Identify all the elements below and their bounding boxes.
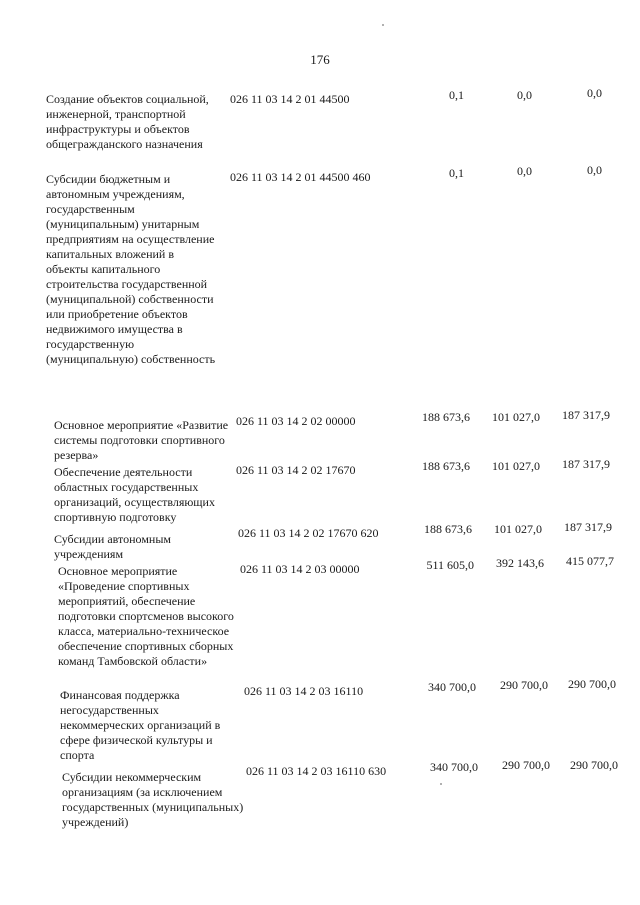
row-name: Финансовая поддержка негосударственных некоммерческих организаций в сфере физической культуры и спорта	[60, 688, 221, 762]
row-value-1: 340 700,0	[430, 760, 478, 774]
row-name: Основное мероприятие «Развитие системы подготовки спортивного резерва»	[54, 418, 229, 462]
row-name: Субсидии автономным учреждениям	[54, 532, 171, 561]
row-value-1: 188 673,6	[422, 410, 470, 424]
page-number: 176	[310, 52, 330, 67]
row-value-3: 187 317,9	[562, 457, 610, 471]
row-value-2: 0,0	[517, 88, 532, 102]
row-value-2: 101 027,0	[492, 410, 540, 424]
row-code: 026 11 03 14 2 03 16110 630	[246, 764, 387, 778]
row-value-2: 101 027,0	[492, 459, 540, 473]
row-value-3: 187 317,9	[564, 520, 612, 534]
row-value-3: 0,0	[587, 163, 602, 177]
row-value-3: 290 700,0	[568, 677, 616, 691]
row-value-2: 0,0	[517, 164, 532, 178]
row-name: Обеспечение деятельности областных государственных организаций, осуществляющих спортивную подготовку	[54, 465, 215, 524]
row-value-2: 290 700,0	[500, 678, 548, 692]
row-code: 026 11 03 14 2 02 00000	[236, 414, 356, 428]
row-value-3: 290 700,0	[570, 758, 618, 772]
row-name: Основное мероприятие «Проведение спортивных мероприятий, обеспечение подготовки спортсменов высокого класса, материально-техническое обеспечение спортивных сборных команд Тамбовской области»	[58, 564, 234, 668]
row-value-3: 187 317,9	[562, 408, 610, 422]
row-value-3: 415 077,7	[566, 554, 614, 568]
row-code: 026 11 03 14 2 02 17670	[236, 463, 356, 477]
row-value-2: 101 027,0	[494, 522, 542, 536]
row-code: 026 11 03 14 2 02 17670 620	[238, 526, 379, 540]
row-value-1: 188 673,6	[424, 522, 472, 536]
row-value-1: 188 673,6	[422, 459, 470, 473]
row-value-1: 340 700,0	[428, 680, 476, 694]
row-value-3: 0,0	[587, 86, 602, 100]
row-code: 026 11 03 14 2 01 44500	[230, 92, 350, 106]
scan-speck	[440, 783, 442, 785]
row-name: Создание объектов социальной, инженерной, транспортной инфраструктуры и объектов общегражданского назначения	[46, 92, 209, 151]
row-value-1: 0,1	[449, 88, 464, 102]
row-value-2: 392 143,6	[496, 556, 544, 570]
row-code: 026 11 03 14 2 01 44500 460	[230, 170, 371, 184]
row-code: 026 11 03 14 2 03 00000	[240, 562, 360, 576]
row-value-2: 290 700,0	[502, 758, 550, 772]
row-value-1: 0,1	[449, 166, 464, 180]
row-value-1: 511 605,0	[426, 558, 474, 572]
row-name: Субсидии бюджетным и автономным учреждениям, государственным (муниципальным) унитарным предприятиям на осуществление капитальных вложений в объекты капитального строительства государственной (муниципальной) собственности или приобретение объектов недвижимого имущества в государственную (муниципальную) собственность	[46, 172, 216, 366]
scan-speck	[382, 24, 384, 26]
row-code: 026 11 03 14 2 03 16110	[244, 684, 364, 698]
row-name: Субсидии некоммерческим организациям (за исключением государственных (муниципальных) учреждений)	[62, 770, 244, 829]
